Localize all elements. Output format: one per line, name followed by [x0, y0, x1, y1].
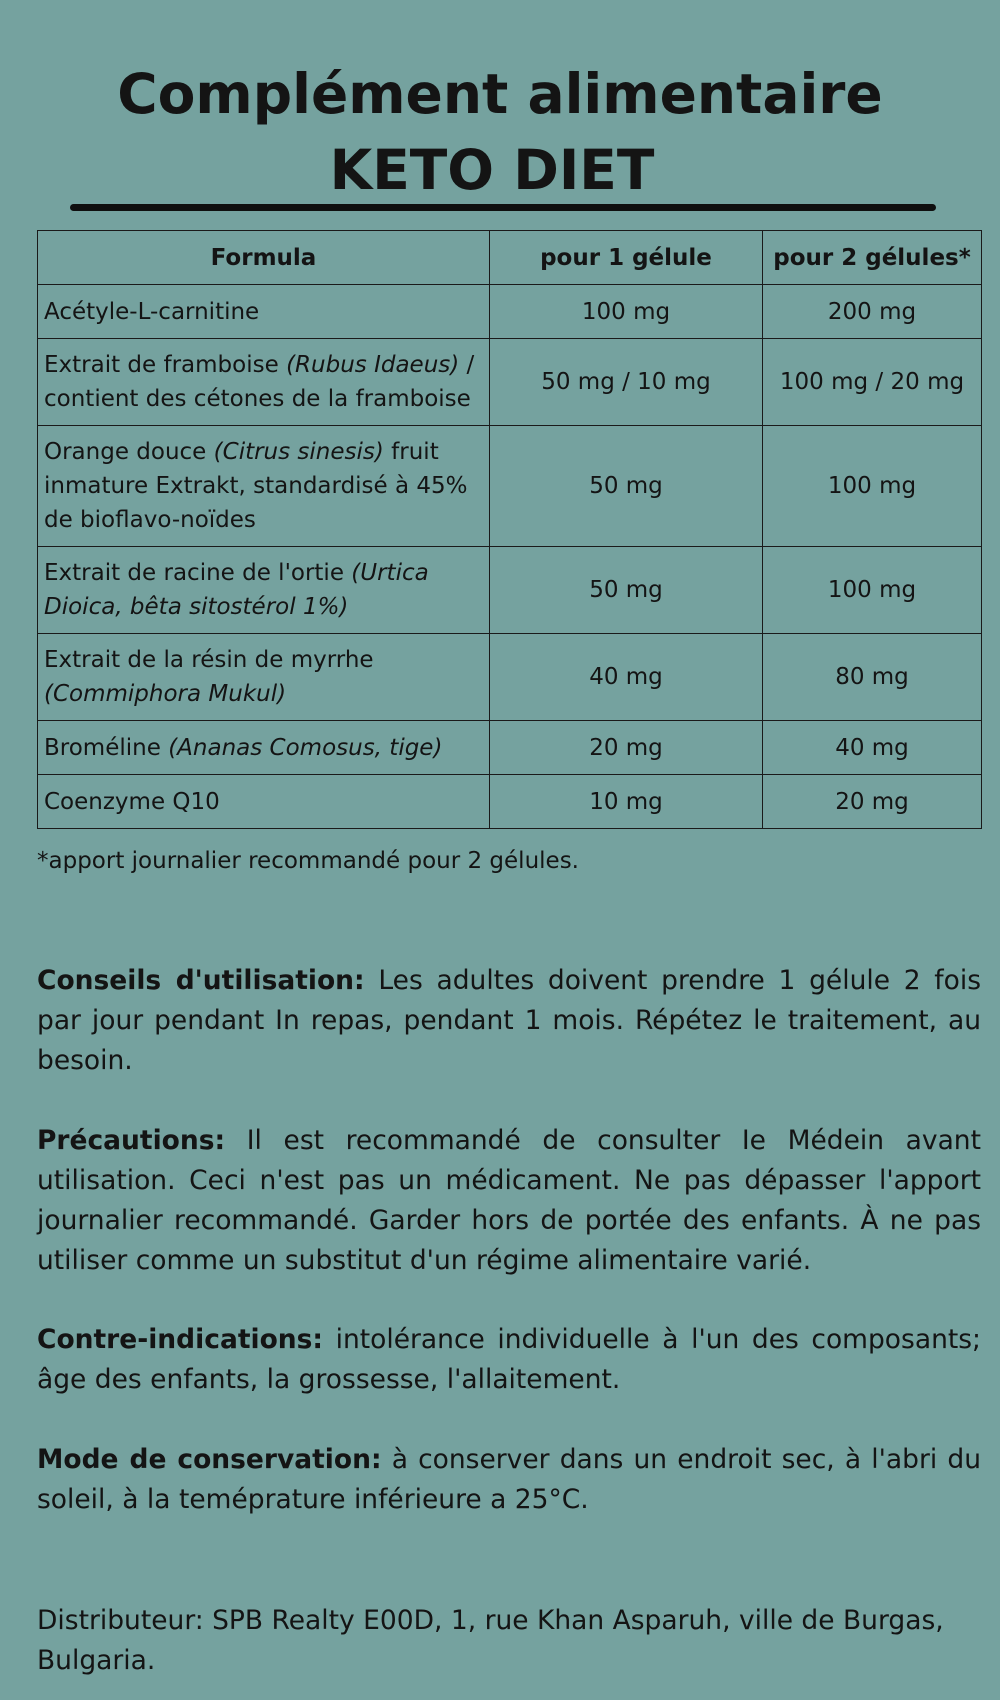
dose-one-cell: 50 mg	[490, 426, 763, 547]
ingredient-name: Extrait de racine de l'ortie	[44, 560, 352, 586]
table-row	[38, 547, 982, 634]
dose-one-cell: 50 mg	[490, 547, 763, 634]
table-header-row	[38, 231, 982, 285]
ingredient-name: Coenzyme Q10	[44, 788, 220, 815]
page-title: Complément alimentaire	[117, 62, 883, 126]
ingredient-name: Extrait de la résin de myrrhe	[44, 647, 374, 673]
ingredient-cell	[38, 426, 490, 547]
dose-two-cell: 100 mg	[763, 547, 982, 634]
formula-table	[37, 230, 982, 829]
table-row	[38, 634, 982, 721]
storage-text: à conserver dans un endroit sec, à l'abri du soleil, à la teméprature inférieure a 25°C.	[37, 1444, 981, 1515]
table-row	[38, 426, 982, 547]
table-footnote: *apport journalier recommandé pour 2 gélules.	[37, 848, 579, 874]
dose-one-cell: 100 mg	[490, 285, 763, 339]
product-name: KETO DIET	[329, 138, 655, 202]
ingredient-cell	[38, 634, 490, 721]
dose-two-cell: 80 mg	[763, 634, 982, 721]
ingredient-name: Orange douce	[44, 439, 214, 465]
dose-two-cell: 100 mg / 20 mg	[763, 339, 982, 426]
contraindications-paragraph	[37, 1320, 981, 1400]
ingredient-detail: / contient des cétones de la framboise	[44, 352, 475, 412]
ingredient-name: Extrait de framboise	[44, 352, 287, 378]
dose-one-cell: 40 mg	[490, 634, 763, 721]
column-header-one-capsule: pour 1 gélule	[490, 231, 763, 285]
table-row	[38, 775, 982, 829]
precautions-label: Précautions:	[37, 1125, 226, 1156]
ingredient-latin-name: (Rubus Idaeus)	[286, 352, 460, 378]
dose-one-cell: 50 mg / 10 mg	[490, 339, 763, 426]
precautions-paragraph	[37, 1121, 981, 1281]
table-row	[38, 339, 982, 426]
ingredient-latin-name: (Urtica Dioica, bêta sitostérol 1%)	[44, 560, 429, 620]
contraindications-label: Contre-indications:	[37, 1324, 324, 1355]
column-header-formula: Formula	[38, 231, 490, 285]
storage-paragraph	[37, 1440, 981, 1520]
ingredient-latin-name: (Commiphora Mukul)	[44, 681, 287, 707]
dose-two-cell: 40 mg	[763, 721, 982, 775]
title-divider	[70, 204, 936, 211]
usage-text: Les adultes doivent prendre 1 gélule 2 fois par jour pendant In repas, pendant 1 mois. Répétez le traitement, au besoin.	[37, 965, 982, 1076]
ingredient-cell	[38, 775, 490, 829]
usage-label: Conseils d'utilisation:	[37, 965, 365, 996]
dose-two-cell: 100 mg	[763, 426, 982, 547]
ingredient-detail: fruit inmature Extrakt, standardisé à 45% de bioflavo-noïdes	[44, 439, 468, 533]
ingredient-latin-name: (Ananas Comosus, tige)	[168, 734, 443, 761]
table-row	[38, 721, 982, 775]
dose-one-cell: 20 mg	[490, 721, 763, 775]
table-row	[38, 285, 982, 339]
ingredient-name: Acétyle-L-carnitine	[44, 298, 260, 325]
dose-two-cell: 200 mg	[763, 285, 982, 339]
precautions-text: Il est recommandé de consulter Ie Médein avant utilisation. Ceci n'est pas un médicament. Ne pas dépasser l'apport journalier recommandé. Garder hors de portée des enfants. À ne pas utiliser comme un substitut d'un régime alimentaire varié.	[37, 1125, 981, 1276]
usage-paragraph	[37, 961, 981, 1081]
distributor-text: Distributeur: SPB Realty E00D, 1, rue Khan Asparuh, ville de Burgas, Bulgaria.	[37, 1605, 944, 1676]
ingredient-cell	[38, 285, 490, 339]
ingredient-name: Broméline	[44, 734, 169, 761]
ingredient-cell	[38, 339, 490, 426]
dose-one-cell: 10 mg	[490, 775, 763, 829]
storage-label: Mode de conservation:	[37, 1444, 382, 1475]
ingredient-cell	[38, 721, 490, 775]
ingredient-cell	[38, 547, 490, 634]
column-header-two-capsules: pour 2 gélules*	[763, 231, 982, 285]
contraindications-text: intolérance individuelle à l'un des composants; âge des enfants, la grossesse, l'allaitement.	[37, 1324, 981, 1395]
ingredient-latin-name: (Citrus sinesis)	[213, 439, 384, 465]
dose-two-cell: 20 mg	[763, 775, 982, 829]
